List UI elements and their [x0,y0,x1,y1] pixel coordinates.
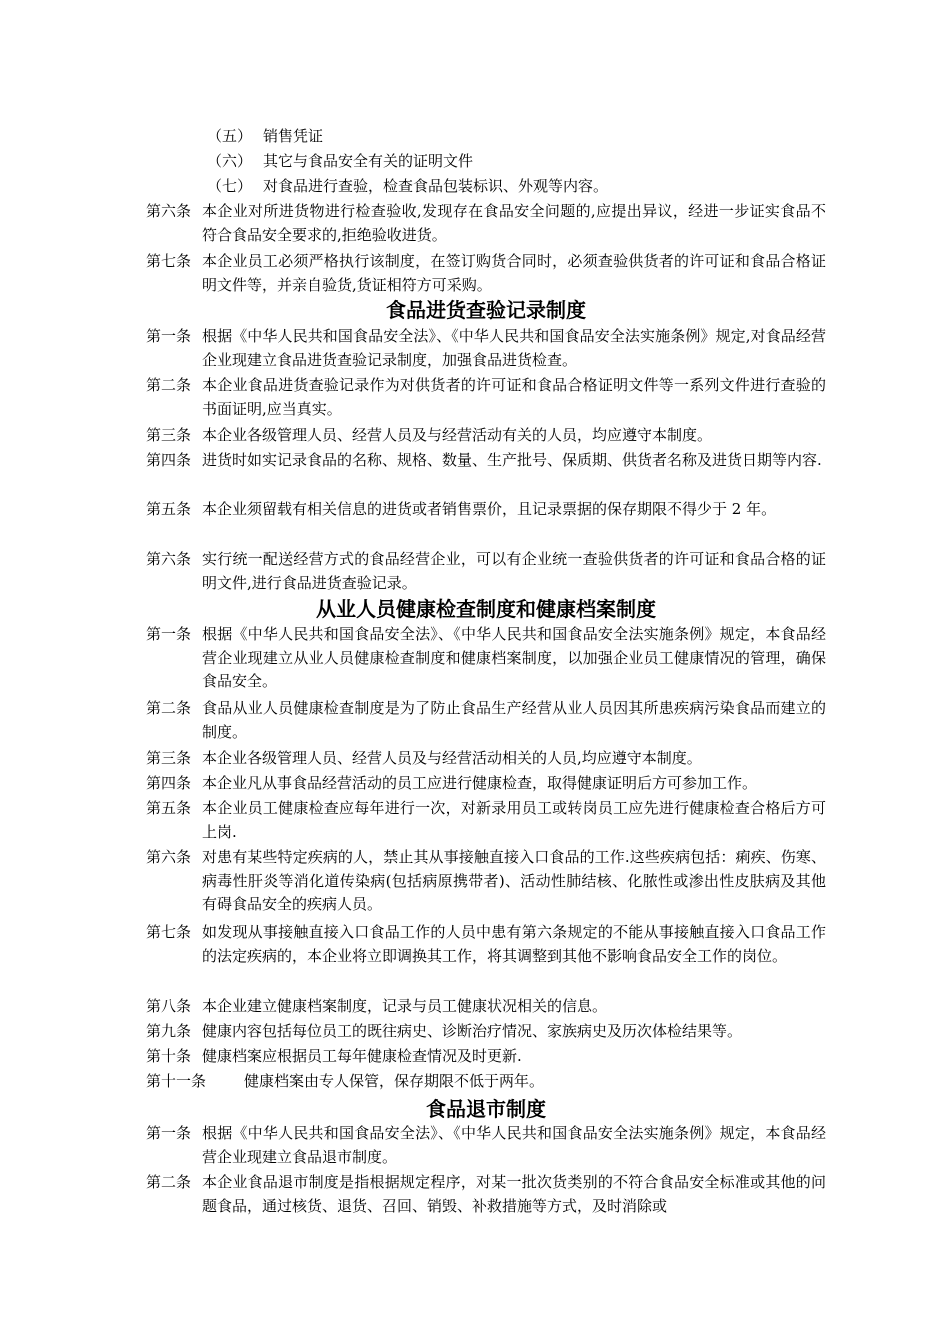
section-title: 从业人员健康检查制度和健康档案制度 [316,597,656,621]
item-text: 其它与食品安全有关的证明文件 [263,152,474,170]
article-text: 根据《中华人民共和国食品安全法》、《中华人民共和国食品安全法实施条例》规定,对食品经营企业现建立食品进货查验记录制度，加强食品进货检查。 [202,327,826,369]
item-text: 对食品进行查验，检查食品包装标识、外观等内容。 [263,177,609,195]
article-text: 本企业须留载有相关信息的进货或者销售票价，且记录票据的保存期限不得少于 2 年。 [202,500,777,518]
article-text: 对患有某些特定疾病的人，禁止其从事接触直接入口食品的工作.这些疾病包括：痢疾、伤寒、病毒性肝炎等消化道传染病(包括病原携带者)、活动性肺结核、化脓性或渗出性皮肤病及其他有碍食品安全的疾病人员。 [202,848,826,913]
article [146,747,826,771]
article-label: 第九条 [146,1022,192,1040]
article [146,374,826,421]
article-text: 根据《中华人民共和国食品安全法》、《中华人民共和国食品安全法实施条例》规定，本食品经营企业现建立食品退市制度。 [202,1124,826,1166]
article-text: 本企业员工健康检查应每年进行一次，对新录用员工或转岗员工应先进行健康检查合格后方可上岗. [202,799,826,841]
article-label: 第五条 [146,500,192,518]
article-text: 健康内容包括每位员工的既往病史、诊断治疗情况、家族病史及历次体检结果等。 [202,1022,743,1040]
article-text: 本企业员工必须严格执行该制度，在签订购货合同时，必须查验供货者的许可证和食品合格证明文件等，并亲自验货,货证相符方可采购。 [202,252,826,294]
article-label: 第二条 [146,376,192,394]
article-text: 本企业建立健康档案制度，记录与员工健康状况相关的信息。 [202,997,608,1015]
article [146,325,826,372]
article-text: 本企业各级管理人员、经营人员及与经营活动相关的人员,均应遵守本制度。 [202,749,702,767]
item-number: （五） [207,127,253,145]
article-label: 第六条 [146,550,192,568]
article-label: 第七条 [146,252,192,270]
article-text: 实行统一配送经营方式的食品经营企业，可以有企业统一查验供货者的许可证和食品合格的证明文件,进行食品进货查验记录。 [202,550,826,592]
article-text: 如发现从事接触直接入口食品工作的人员中患有第六条规定的不能从事接触直接入口食品工作的法定疾病的，本企业将立即调换其工作，将其调整到其他不影响食品安全工作的岗位。 [202,923,826,965]
article-text: 健康档案由专人保管，保存期限不低于两年。 [244,1072,545,1090]
article [146,548,826,595]
article-label: 第一条 [146,1124,192,1142]
article-text: 本企业凡从事食品经营活动的员工应进行健康检查，取得健康证明后方可参加工作。 [202,774,758,792]
article-label: 第八条 [146,997,192,1015]
section-title: 食品进货查验记录制度 [386,298,586,322]
item-number: （六） [207,152,253,170]
article-text: 本企业食品退市制度是指根据规定程序，对某一批次货类别的不符合食品安全标准或其他的问题食品，通过核货、退货、召回、销毁、补救措施等方式，及时消除或 [202,1173,826,1215]
article [146,498,826,522]
article [146,1171,826,1218]
article [146,921,826,968]
article-label: 第十条 [146,1047,192,1065]
article-text: 本企业对所进货物进行检查验收,发现存在食品安全问题的,应提出异议，经进一步证实食品不符合食品安全要求的,拒绝验收进货。 [202,202,826,244]
article [146,424,826,448]
article-label: 第三条 [146,426,192,444]
list-item [207,175,608,197]
article [146,697,826,744]
list-item [207,150,473,172]
article-label: 第二条 [146,1173,192,1191]
article-label: 第四条 [146,451,192,469]
list-item [207,125,323,147]
article-label: 第一条 [146,327,192,345]
article [146,200,826,247]
article [146,1020,826,1044]
article-text: 健康档案应根据员工每年健康检查情况及时更新. [202,1047,522,1065]
article [146,797,826,844]
article-label: 第三条 [146,749,192,767]
section-title: 食品退市制度 [426,1097,546,1121]
article-text: 本企业食品进货查验记录作为对供货者的许可证和食品合格证明文件等一系列文件进行查验的书面证明,应当真实。 [202,376,826,418]
article [146,772,826,796]
article [146,1070,826,1094]
article [146,1122,826,1169]
article-text: 本企业各级管理人员、经营人员及与经营活动有关的人员，均应遵守本制度。 [202,426,713,444]
article-label: 第四条 [146,774,192,792]
article-label: 第一条 [146,625,192,643]
article [146,995,826,1019]
item-number: （七） [207,177,253,195]
article [146,449,826,473]
article-label: 第十一条 [146,1072,207,1090]
article [146,846,826,917]
article-label: 第五条 [146,799,192,817]
article [146,1045,826,1069]
article-text: 食品从业人员健康检查制度是为了防止食品生产经营从业人员因其所患疾病污染食品而建立的制度。 [202,699,826,741]
item-text: 销售凭证 [263,127,324,145]
article [146,623,826,694]
article-label: 第六条 [146,202,192,220]
article-text: 根据《中华人民共和国食品安全法》、《中华人民共和国食品安全法实施条例》规定，本食品经营企业现建立从业人员健康检查制度和健康档案制度，以加强企业员工健康情况的管理，确保食品安全。 [202,625,826,690]
article-label: 第六条 [146,848,192,866]
article-label: 第七条 [146,923,192,941]
article-text: 进货时如实记录食品的名称、规格、数量、生产批号、保质期、供货者名称及进货日期等内容. [202,451,822,469]
article [146,250,826,297]
article-label: 第二条 [146,699,192,717]
